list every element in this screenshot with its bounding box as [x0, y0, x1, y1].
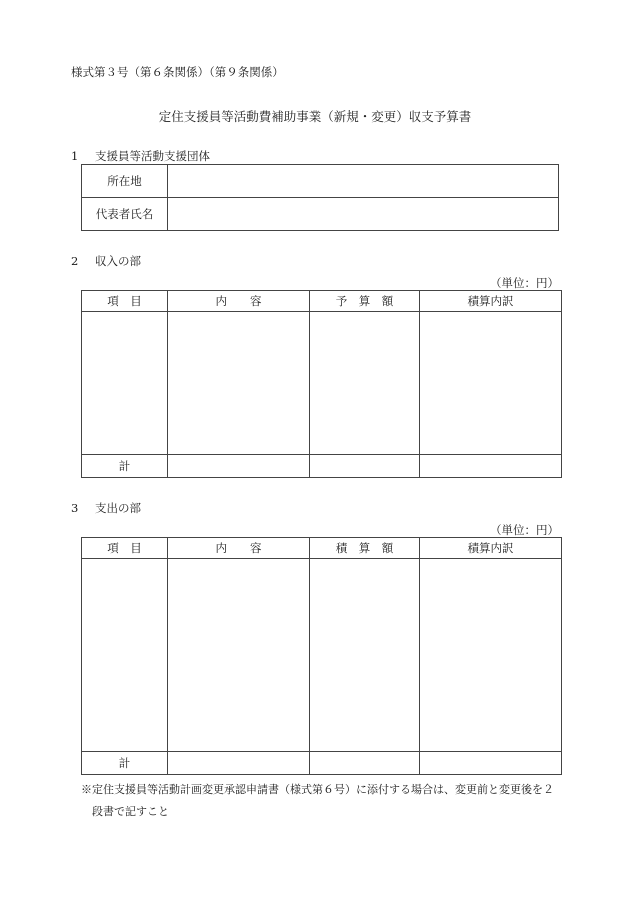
income-table	[81, 290, 562, 478]
income-total-label: 計	[82, 455, 168, 478]
section1-heading	[71, 148, 210, 164]
expense-unit-label: （単位：円）	[490, 523, 559, 537]
expense-amount-cell[interactable]	[310, 559, 420, 752]
expense-table	[81, 537, 562, 775]
section3-title: 支出の部	[95, 501, 141, 515]
income-unit-label: （単位：円）	[490, 276, 559, 290]
column-header-content: 内 容	[168, 538, 310, 559]
income-content-cell[interactable]	[168, 312, 310, 455]
expense-total-amount[interactable]	[310, 752, 420, 775]
table-row	[82, 198, 559, 231]
section2-title: 収入の部	[95, 254, 141, 268]
section3-number: 3	[71, 501, 79, 515]
column-header-content: 内 容	[168, 291, 310, 312]
table-row	[82, 165, 559, 198]
section2-number: 2	[71, 254, 79, 268]
column-header-breakdown: 積算内訳	[420, 291, 562, 312]
address-field[interactable]	[168, 165, 559, 198]
form-number-label: 様式第３号（第６条関係）（第９条関係）	[71, 65, 284, 79]
organization-table	[81, 164, 559, 231]
income-total-breakdown[interactable]	[420, 455, 562, 478]
income-amount-cell[interactable]	[310, 312, 420, 455]
section1-number: 1	[71, 149, 79, 163]
expense-total-label: 計	[82, 752, 168, 775]
address-label: 所在地	[82, 165, 168, 198]
expense-item-cell[interactable]	[82, 559, 168, 752]
document-title: 定住支援員等活動費補助事業（新規・変更）収支予算書	[158, 109, 472, 124]
footnote-line1: ※定住支援員等活動計画変更承認申請書（様式第６号）に添付する場合は、変更前と変更後を２	[81, 783, 554, 796]
footnote	[81, 779, 566, 823]
table-header-row	[82, 291, 562, 312]
column-header-item: 項 目	[82, 538, 168, 559]
expense-total-content[interactable]	[168, 752, 310, 775]
income-breakdown-cell[interactable]	[420, 312, 562, 455]
table-row	[82, 559, 562, 752]
representative-name-label: 代表者氏名	[82, 198, 168, 231]
column-header-budget-amount: 予 算 額	[310, 291, 420, 312]
column-header-item: 項 目	[82, 291, 168, 312]
column-header-breakdown: 積算内訳	[420, 538, 562, 559]
section3-heading	[71, 500, 141, 516]
income-total-amount[interactable]	[310, 455, 420, 478]
section1-title: 支援員等活動支援団体	[95, 149, 210, 163]
footnote-line2: 段書で記すこと	[92, 805, 169, 818]
section2-heading	[71, 253, 141, 269]
total-row	[82, 752, 562, 775]
expense-breakdown-cell[interactable]	[420, 559, 562, 752]
expense-content-cell[interactable]	[168, 559, 310, 752]
table-header-row	[82, 538, 562, 559]
table-row	[82, 312, 562, 455]
income-total-content[interactable]	[168, 455, 310, 478]
column-header-estimated-amount: 積 算 額	[310, 538, 420, 559]
expense-total-breakdown[interactable]	[420, 752, 562, 775]
representative-name-field[interactable]	[168, 198, 559, 231]
income-item-cell[interactable]	[82, 312, 168, 455]
total-row	[82, 455, 562, 478]
